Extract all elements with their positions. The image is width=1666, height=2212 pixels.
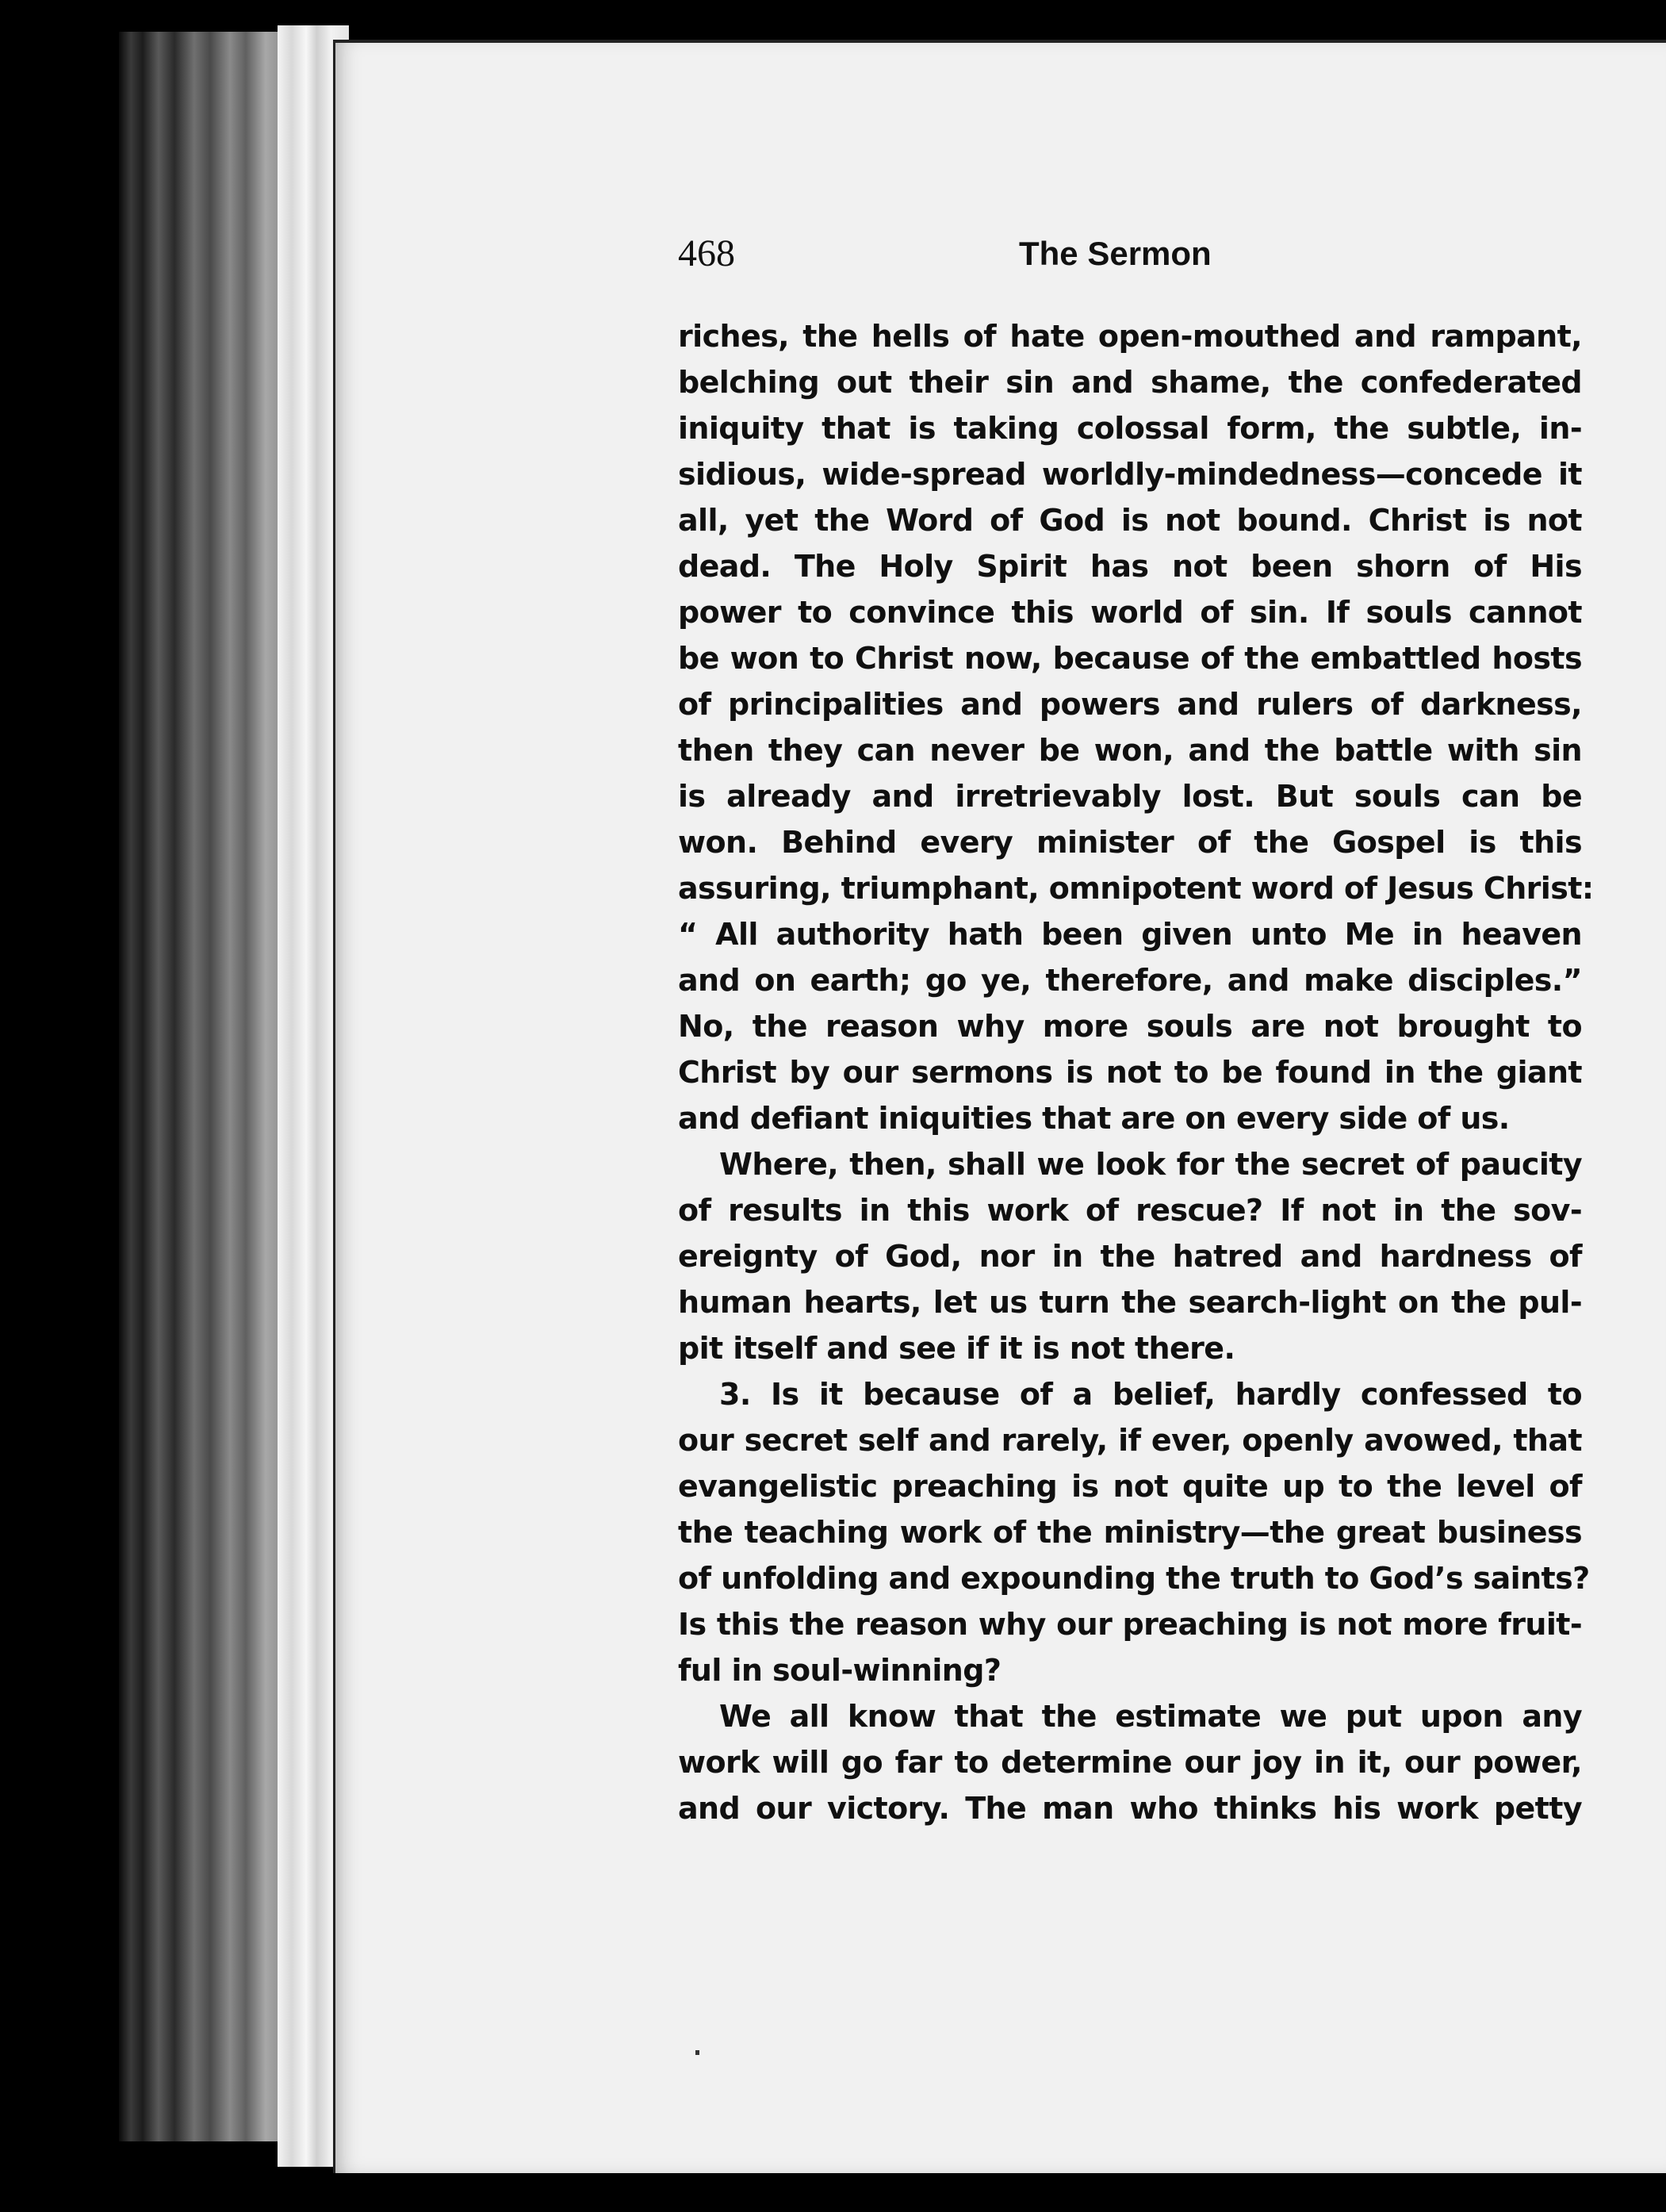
print-speck — [695, 2050, 699, 2055]
body-text — [678, 313, 1594, 1831]
text-line: work will go far to determine our joy in it, our power, — [678, 1745, 1582, 1780]
page-border-left — [333, 40, 335, 2173]
text-line: be won to Christ now, because of the embattled hosts — [678, 641, 1582, 676]
text-line: pit itself and see if it is not there. — [678, 1331, 1235, 1366]
text-line: all, yet the Word of God is not bound. Christ is not — [678, 503, 1582, 538]
text-line: belching out their sin and shame, the confederated — [678, 365, 1582, 400]
page-number: 468 — [678, 232, 735, 274]
text-line: and on earth; go ye, therefore, and make disciples.” — [678, 963, 1582, 998]
text-line: ful in soul-winning? — [678, 1653, 1002, 1688]
text-line: then they can never be won, and the battle with sin — [678, 733, 1582, 768]
text-line: the teaching work of the ministry—the great business — [678, 1515, 1582, 1550]
text-line: iniquity that is taking colossal form, the subtle, in- — [678, 411, 1582, 446]
text-line: and our victory. The man who thinks his work petty — [678, 1791, 1582, 1826]
text-line: riches, the hells of hate open-mouthed and rampant, — [678, 319, 1582, 354]
text-line: assuring, triumphant, omnipotent word of Jesus Christ: — [678, 871, 1594, 906]
text-line: and defiant iniquities that are on every side of us. — [678, 1101, 1510, 1136]
page-border-top — [333, 40, 1666, 43]
text-line: No, the reason why more souls are not brought to — [678, 1009, 1582, 1044]
text-line: Where, then, shall we look for the secret of paucity — [719, 1147, 1582, 1182]
text-line: power to convince this world of sin. If souls cannot — [678, 595, 1582, 630]
text-line: human hearts, let us turn the search-light on the pul- — [678, 1285, 1582, 1320]
text-line: evangelistic preaching is not quite up to the level of — [678, 1469, 1582, 1504]
text-line: is already and irretrievably lost. But souls can be — [678, 779, 1582, 814]
text-line: 3. Is it because of a belief, hardly confessed to — [719, 1377, 1582, 1412]
text-line: of unfolding and expounding the truth to God’s saints? — [678, 1561, 1590, 1596]
text-line: We all know that the estimate we put upon any — [719, 1699, 1582, 1734]
text-line: of principalities and powers and rulers of darkness, — [678, 687, 1582, 722]
text-line: ereignty of God, nor in the hatred and hardness of — [678, 1239, 1582, 1274]
running-head — [678, 232, 1578, 287]
running-title: The Sermon — [1019, 235, 1212, 272]
text-line: sidious, wide-spread worldly-mindedness—concede it — [678, 457, 1582, 492]
text-line: Christ by our sermons is not to be found in the giant — [678, 1055, 1582, 1090]
text-line: dead. The Holy Spirit has not been shorn of His — [678, 549, 1582, 584]
text-line: “ All authority hath been given unto Me in heaven — [678, 917, 1582, 952]
text-line: our secret self and rarely, if ever, openly avowed, that — [678, 1423, 1582, 1458]
text-line: won. Behind every minister of the Gospel is this — [678, 825, 1582, 860]
text-line: Is this the reason why our preaching is not more fruit- — [678, 1607, 1582, 1642]
text-line: of results in this work of rescue? If not in the sov- — [678, 1193, 1582, 1228]
